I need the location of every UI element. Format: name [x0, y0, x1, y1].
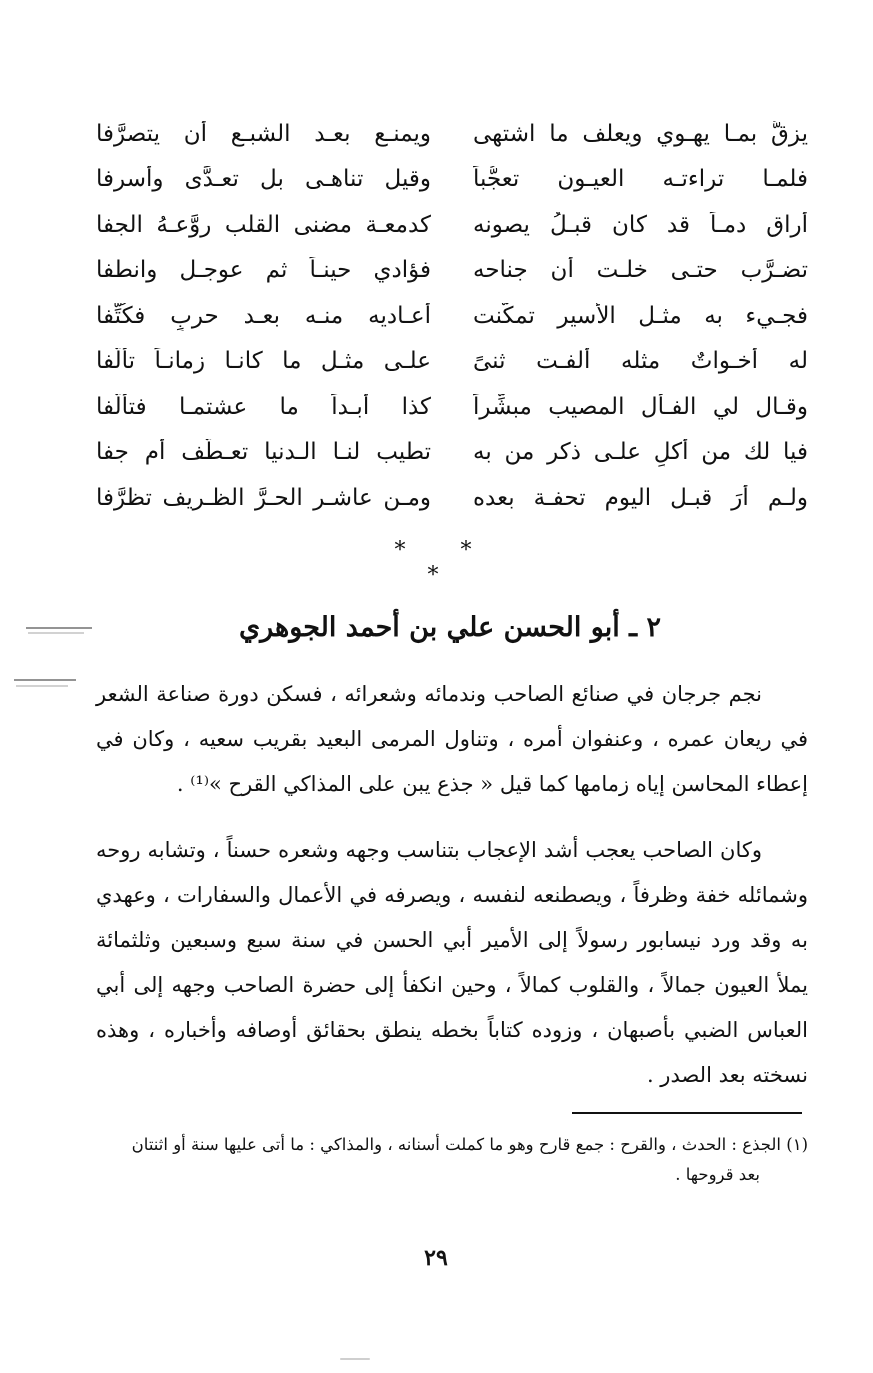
paragraph-text: وكان الصاحب يعجب أشد الإعجاب بتناسب وجهه وشعره حسناً ، وتشابه روحه وشمائله خفة وظرفاً ، ويصطنعه لنفسه ، ويصرفه في الأعمال والسفارات ، وعهدي به وقد ورد نيسابور رسولاً إلى الأمير أبي الحسن في سنة سبع وسبعين وثلثمائة يملأ العيون جمالاً ، والقلوب كمالاً ، وحين انكفأ إلى حضرة الصاحب وجهه إلى أبي العباس الضبي بأصبهان ، وزوده كتاباً بخطه ينطق بحقائق أوصافه وأخباره ، وهذه نسخته بعد الصدر .	[96, 838, 808, 1087]
hemistich-left: ومـن عاشـر الحـرَّ الظـريف تظرَّفا	[96, 484, 431, 511]
paragraph-text: نجم جرجان في صنائع الصاحب وندمائه وشعرائه ، فسكن دورة صناعة الشعر في ريعان عمره ، وعنفوان أمره ، وتناول المرمى البعيد بقريب سعيه ، وكان في إعطاء المحاسن إياه زمامها كما قيل « جذع يبن على المذاكي القرح »⁽¹⁾ .	[96, 682, 808, 796]
hemistich-left: كذا أبـداً ما عشتمـا فتألَّفا	[96, 393, 431, 420]
paragraph-1	[96, 672, 808, 807]
page-number: ٢٩	[424, 1245, 448, 1271]
section-separator: * * *	[394, 538, 496, 588]
footnote	[96, 1130, 808, 1190]
hemistich-right: فلمـا تراءتـه العيـون تعجُّباً	[473, 166, 808, 193]
scan-smudge	[340, 1358, 370, 1360]
hemistich-right: وقـال لي الفـأل المصيب مبشِّراً	[473, 393, 808, 420]
footnote-line-2: بعد قروحها .	[675, 1165, 760, 1184]
hemistich-left: فؤادي حينـاً ثم عوجـل وانطفا	[96, 257, 431, 284]
section-heading: ٢ ـ أبو الحسن علي بن أحمد الجوهري	[239, 612, 661, 643]
hemistich-right: تضـرَّب حتـى خلـت أن جناحه	[473, 257, 808, 284]
hemistich-right: يزقُّ بمـا يهـوي ويعلف ما اشتهى	[473, 120, 808, 147]
hemistich-right: أراق دمـاً قد كان قبـلُ يصونه	[473, 211, 808, 238]
hemistich-left: وقيل تناهـى بل تعـدَّى وأسرفا	[96, 166, 431, 193]
hemistich-right: فيا لك من أكلٍ علـى ذكر من به	[473, 439, 808, 466]
footnote-line-1: (١) الجذع : الحدث ، والقرح : جمع قارح وهو ما كملت أسنانه ، والمذاكي : ما أتى عليها سنة أو اثنتان	[131, 1135, 808, 1154]
hemistich-left: ويمنـع بعـد الشبـع أن يتصرَّفا	[96, 120, 431, 147]
hemistich-left: علـى مثـل ما كانـا زمانـاً تألَّفا	[96, 348, 431, 375]
hemistich-right: ولـم أرَ قبـل اليوم تحفـة بعده	[473, 484, 808, 511]
paragraph-2	[96, 828, 808, 1098]
hemistich-right: له أخـواتٌ مثله ألفـت ثنىً	[473, 348, 808, 375]
hemistich-left: أعـاديه منـه بعـد حربٍ فكُتِّفا	[96, 302, 431, 329]
hemistich-right: فجـيء به مثـل الأسير تمكَّنت	[473, 302, 808, 329]
hemistich-left: تطيب لنـا الـدنيا تعـطَّف أم جفا	[96, 439, 431, 466]
hemistich-left: كدمعـة مضنى القلب روَّعـهُ الجفا	[96, 211, 431, 238]
footnote-rule	[572, 1112, 802, 1114]
